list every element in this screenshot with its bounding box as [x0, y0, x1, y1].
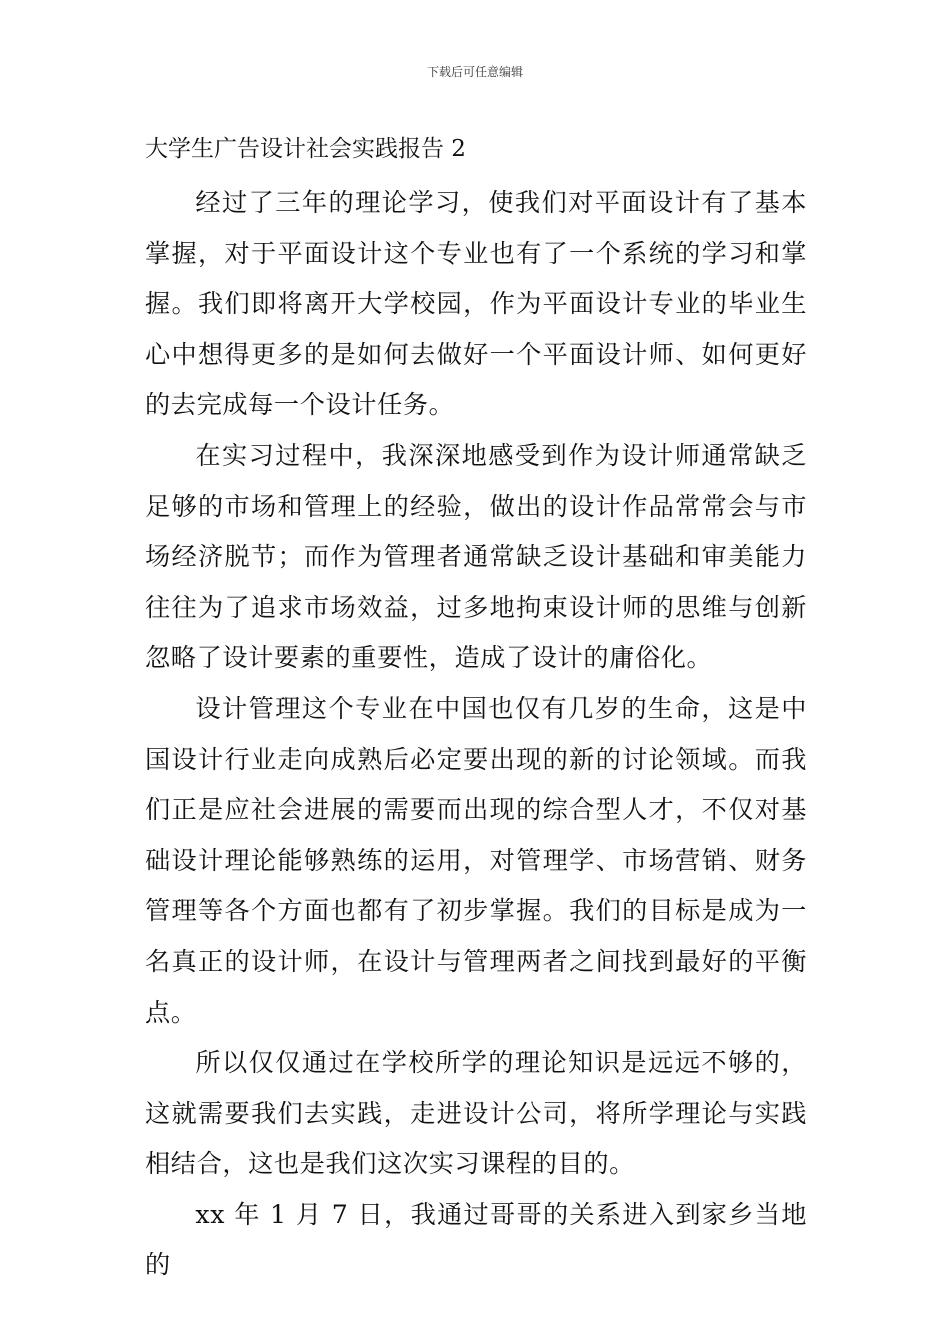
- paragraph: 所以仅仅通过在学校所学的理论知识是远远不够的，这就需要我们去实践，走进设计公司，将所学理论与实践相结合，这也是我们这次实习课程的目的。: [145, 1048, 807, 1179]
- document-title: 大学生广告设计社会实践报告 2: [145, 136, 466, 162]
- header-note: 下载后可任意编辑: [426, 65, 523, 79]
- paragraph: 在实习过程中，我深深地感受到作为设计师通常缺乏足够的市场和管理上的经验，做出的设计作品常常会与市场经济脱节；而作为管理者通常缺乏设计基础和审美能力往往为了追求市场效益，过多地拘束设计师的思维与创新忽略了设计要素的重要性，造成了设计的庸俗化。: [145, 440, 807, 673]
- paragraph: 设计管理这个专业在中国也仅有几岁的生命，这是中国设计行业走向成熟后必定要出现的新的讨论领域。而我们正是应社会进展的需要而出现的综合型人才，不仅对基础设计理论能够熟练的运用，对管理学、市场营销、财务管理等各个方面也都有了初步掌握。我们的目标是成为一名真正的设计师，在设计与管理两者之间找到最好的平衡点。: [145, 693, 807, 1027]
- paragraph: xx 年 1 月 7 日，我通过哥哥的关系进入到家乡当地的: [145, 1199, 807, 1280]
- document-body: [145, 178, 807, 1291]
- paragraph: 经过了三年的理论学习，使我们对平面设计有了基本掌握，对于平面设计这个专业也有了一个系统的学习和掌握。我们即将离开大学校园，作为平面设计专业的毕业生心中想得更多的是如何去做好一个平面设计师、如何更好的去完成每一个设计任务。: [145, 188, 807, 420]
